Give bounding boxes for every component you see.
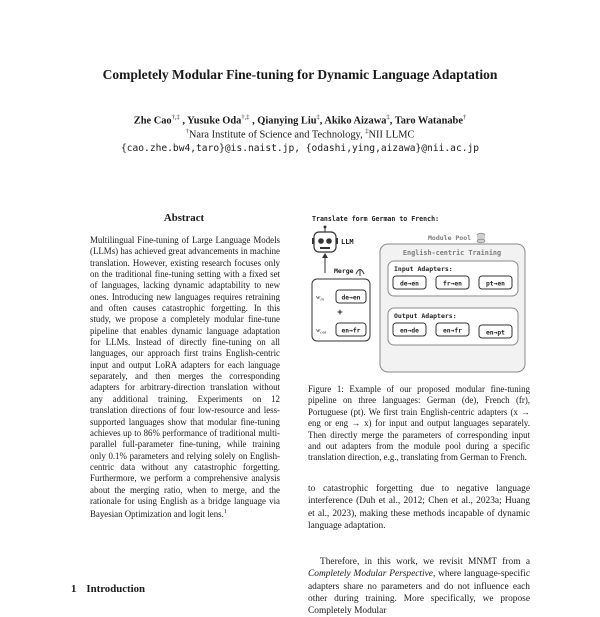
output-adapter: en→fr xyxy=(443,327,462,335)
figure-caption: Figure 1: Example of our proposed modular fine-tuning pipeline on three languages: German (de), French (fr), Portuguese (pt). We first train English-centric adapters (x → eng or eng → x) for input and output languages separately. Then directly merge the parameters of corresponding input and out adapters from the module pool during a specific translation direction, e.g., translating from German to French. xyxy=(308,384,530,463)
w-out-symbol: w xyxy=(316,327,321,334)
author-name: Qianying Liu xyxy=(257,115,317,127)
merged-in-adapter: de→en xyxy=(341,294,361,302)
module-pool-subtitle: English-centric Training xyxy=(402,249,502,257)
abstract-text: Multilingual Fine-tuning of Large Language Models (LLMs) has achieved great advancements in machine translation. However, existing research focuses only on the traditional fine-tuning setting with a fixed set of languages, lacking dynamic adaptability to new ones. Introducing new languages requires retraining and often causes catastrophic forgetting. In this study, we propose a completely modular fine-tune pipeline that enables dynamic language adaptation for LLMs. Instead of directly fine-tuning on all languages, our approach first trains English-centric input and output LoRA adapters for each language separately, and then merges the corresponding adapters for arbitrary-direction translation without any additional training. Experiments on 12 translation directions of four low-resource and less-supported languages show that modular fine-tuning achieves up to 86% performance of traditional multi-parallel full-parameter fine-tuning, while training only 0.1% parameters and relying solely on English-centric data without any catastrophic forgetting. Furthermore, we perform a comprehensive analysis about the merging ratio, when to merge, and the rationale for using English as a bridge language via Bayesian Optimization and logit lens. xyxy=(90,235,280,520)
author-marks: ‡ xyxy=(316,114,320,121)
output-adapter: en→pt xyxy=(486,329,505,337)
input-adapter: pt→en xyxy=(486,280,505,288)
robot-icon xyxy=(312,226,338,253)
affiliation-institution: Nara Institute of Science and Technology, xyxy=(188,129,363,141)
footnote-mark[interactable]: 1 xyxy=(223,509,227,516)
w-out-subscript: out xyxy=(320,329,327,335)
plus-sign: + xyxy=(337,308,343,318)
section-heading-introduction xyxy=(71,583,145,595)
output-adapters-title: Output Adapters: xyxy=(394,312,457,320)
abstract-heading: Abstract xyxy=(163,212,205,224)
input-adapter: de→en xyxy=(400,280,419,288)
merge-label: Merge xyxy=(334,267,354,275)
merged-out-adapter: en→fr xyxy=(341,327,361,335)
author-marks: ‡ xyxy=(386,114,390,121)
figure-modular-pipeline xyxy=(310,213,528,378)
w-in-symbol: w xyxy=(316,294,321,301)
module-pool-title: Module Pool xyxy=(428,234,472,242)
input-adapter: fr→en xyxy=(443,280,462,288)
output-adapter: en→de xyxy=(400,327,419,335)
author-name: Taro Watanabe xyxy=(394,115,463,127)
paper-title: Completely Modular Fine-tuning for Dynamic Language Adaptation xyxy=(102,67,498,82)
input-adapters-title: Input Adapters: xyxy=(394,265,453,273)
body-text: , where language-specific adapters share no parameters and do not influence each other during training. More specifically, we propose Completely Modular xyxy=(308,569,530,617)
abstract-body xyxy=(90,235,280,521)
section-title: Introduction xyxy=(86,583,146,595)
author-marks: † xyxy=(462,114,467,121)
author-name: Yusuke Oda xyxy=(187,115,242,127)
author-name: Zhe Cao xyxy=(133,115,172,127)
merge-icon xyxy=(356,269,364,276)
database-icon xyxy=(477,233,485,243)
llm-label: LLM xyxy=(341,238,354,246)
body-text: Therefore, in this work, we revisit MNMT from a xyxy=(320,557,530,567)
figure-top-label: Translate form German to French: xyxy=(312,215,440,223)
author-list: Zhe Cao†,‡ , Yusuke Oda†,‡ , Qianying Liu‡, Akiko Aizawa‡, Taro Watanabe† xyxy=(133,114,467,127)
affiliation-institution: NII LLMC xyxy=(368,129,415,141)
affiliation-line xyxy=(0,128,600,140)
author-emails: {cao.zhe.bw4,taro}@is.naist.jp, {odashi,ying,aizawa}@nii.ac.jp xyxy=(120,143,480,154)
affiliation-mark: ‡ xyxy=(365,128,369,135)
author-name: Akiko Aizawa xyxy=(324,115,387,127)
author-marks: †,‡ xyxy=(171,114,180,121)
author-marks: †,‡ xyxy=(241,114,250,121)
body-emphasis: Completely Modular Perspective xyxy=(308,569,433,580)
affiliation-mark: † xyxy=(185,128,189,135)
body-paragraph xyxy=(308,556,530,617)
section-number: 1 xyxy=(71,583,77,595)
body-paragraph: to catastrophic forgetting due to negative language interference (Duh et al., 2012; Chen et al., 2023a; Huang et al., 2023), making these methods incapable of dynamic language adaptation. xyxy=(308,484,530,531)
w-in-subscript: in xyxy=(320,296,324,302)
